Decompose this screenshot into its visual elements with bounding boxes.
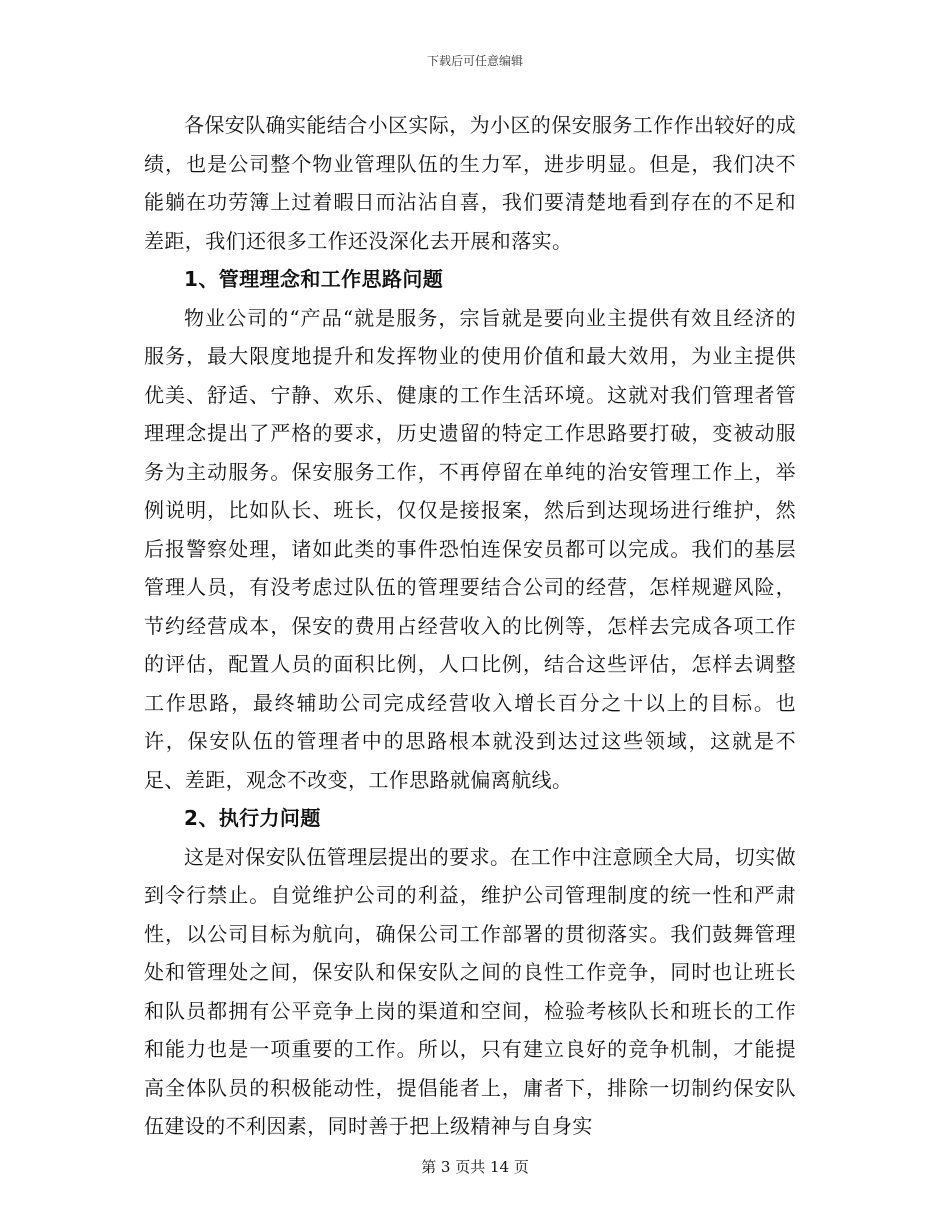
page-footer: 第 3 页共 14 页: [421, 1158, 529, 1176]
section-heading-management-concept: 1、管理理念和工作思路问题: [184, 267, 444, 291]
paragraph-management-concept: 物业公司的“产品“就是服务，宗旨就是要向业主提供有效且经济的服务，最大限度地提升和发挥物业的使用价值和最大效用，为业主提供优美、舒适、宁静、欢乐、健康的工作生活环境。这就对我们管理者管理理念提出了严格的要求，历史遗留的特定工作思路要打破，变被动服务为主动服务。保安服务工作，不再停留在单纯的治安管理工作上，举例说明，比如队长、班长，仅仅是接报案，然后到达现场进行维护，然后报警察处理，诸如此类的事件恐怕连保安员都可以完成。我们的基层管理人员，有没考虑过队伍的管理要结合公司的经营，怎样规避风险，节约经营成本，保安的费用占经营收入的比例等，怎样去完成各项工作的评估，配置人员的面积比例，人口比例，结合这些评估，怎样去调整工作思路，最终辅助公司完成经营收入增长百分之十以上的目标。也许，保安队伍的管理者中的思路根本就没到达过这些领域，这就是不足、差距，观念不改变，工作思路就偏离航线。: [144, 305, 796, 792]
document-body: [144, 106, 796, 1146]
section-heading-execution: 2、执行力问题: [184, 806, 321, 830]
paragraph-execution: 这是对保安队伍管理层提出的要求。在工作中注意顾全大局，切实做到令行禁止。自觉维护公司的利益，维护公司管理制度的统一性和严肃性，以公司目标为航向，确保公司工作部署的贯彻落实。我们鼓舞管理处和管理处之间，保安队和保安队之间的良性工作竞争，同时也让班长和队员都拥有公平竞争上岗的渠道和空间，检验考核队长和班长的工作和能力也是一项重要的工作。所以，只有建立良好的竞争机制，才能提高全体队员的积极能动性，提倡能者上，庸者下，排除一切制约保安队伍建设的不利因素，同时善于把上级精神与自身实: [144, 844, 796, 1138]
paragraph-intro: 各保安队确实能结合小区实际，为小区的保安服务工作作出较好的成绩，也是公司整个物业管理队伍的生力军，进步明显。但是，我们决不能躺在功劳簿上过着暇日而沾沾自喜，我们要清楚地看到存在的不足和差距，我们还很多工作还没深化去开展和落实。: [144, 113, 796, 253]
page-header: 下载后可任意编辑: [426, 54, 523, 68]
